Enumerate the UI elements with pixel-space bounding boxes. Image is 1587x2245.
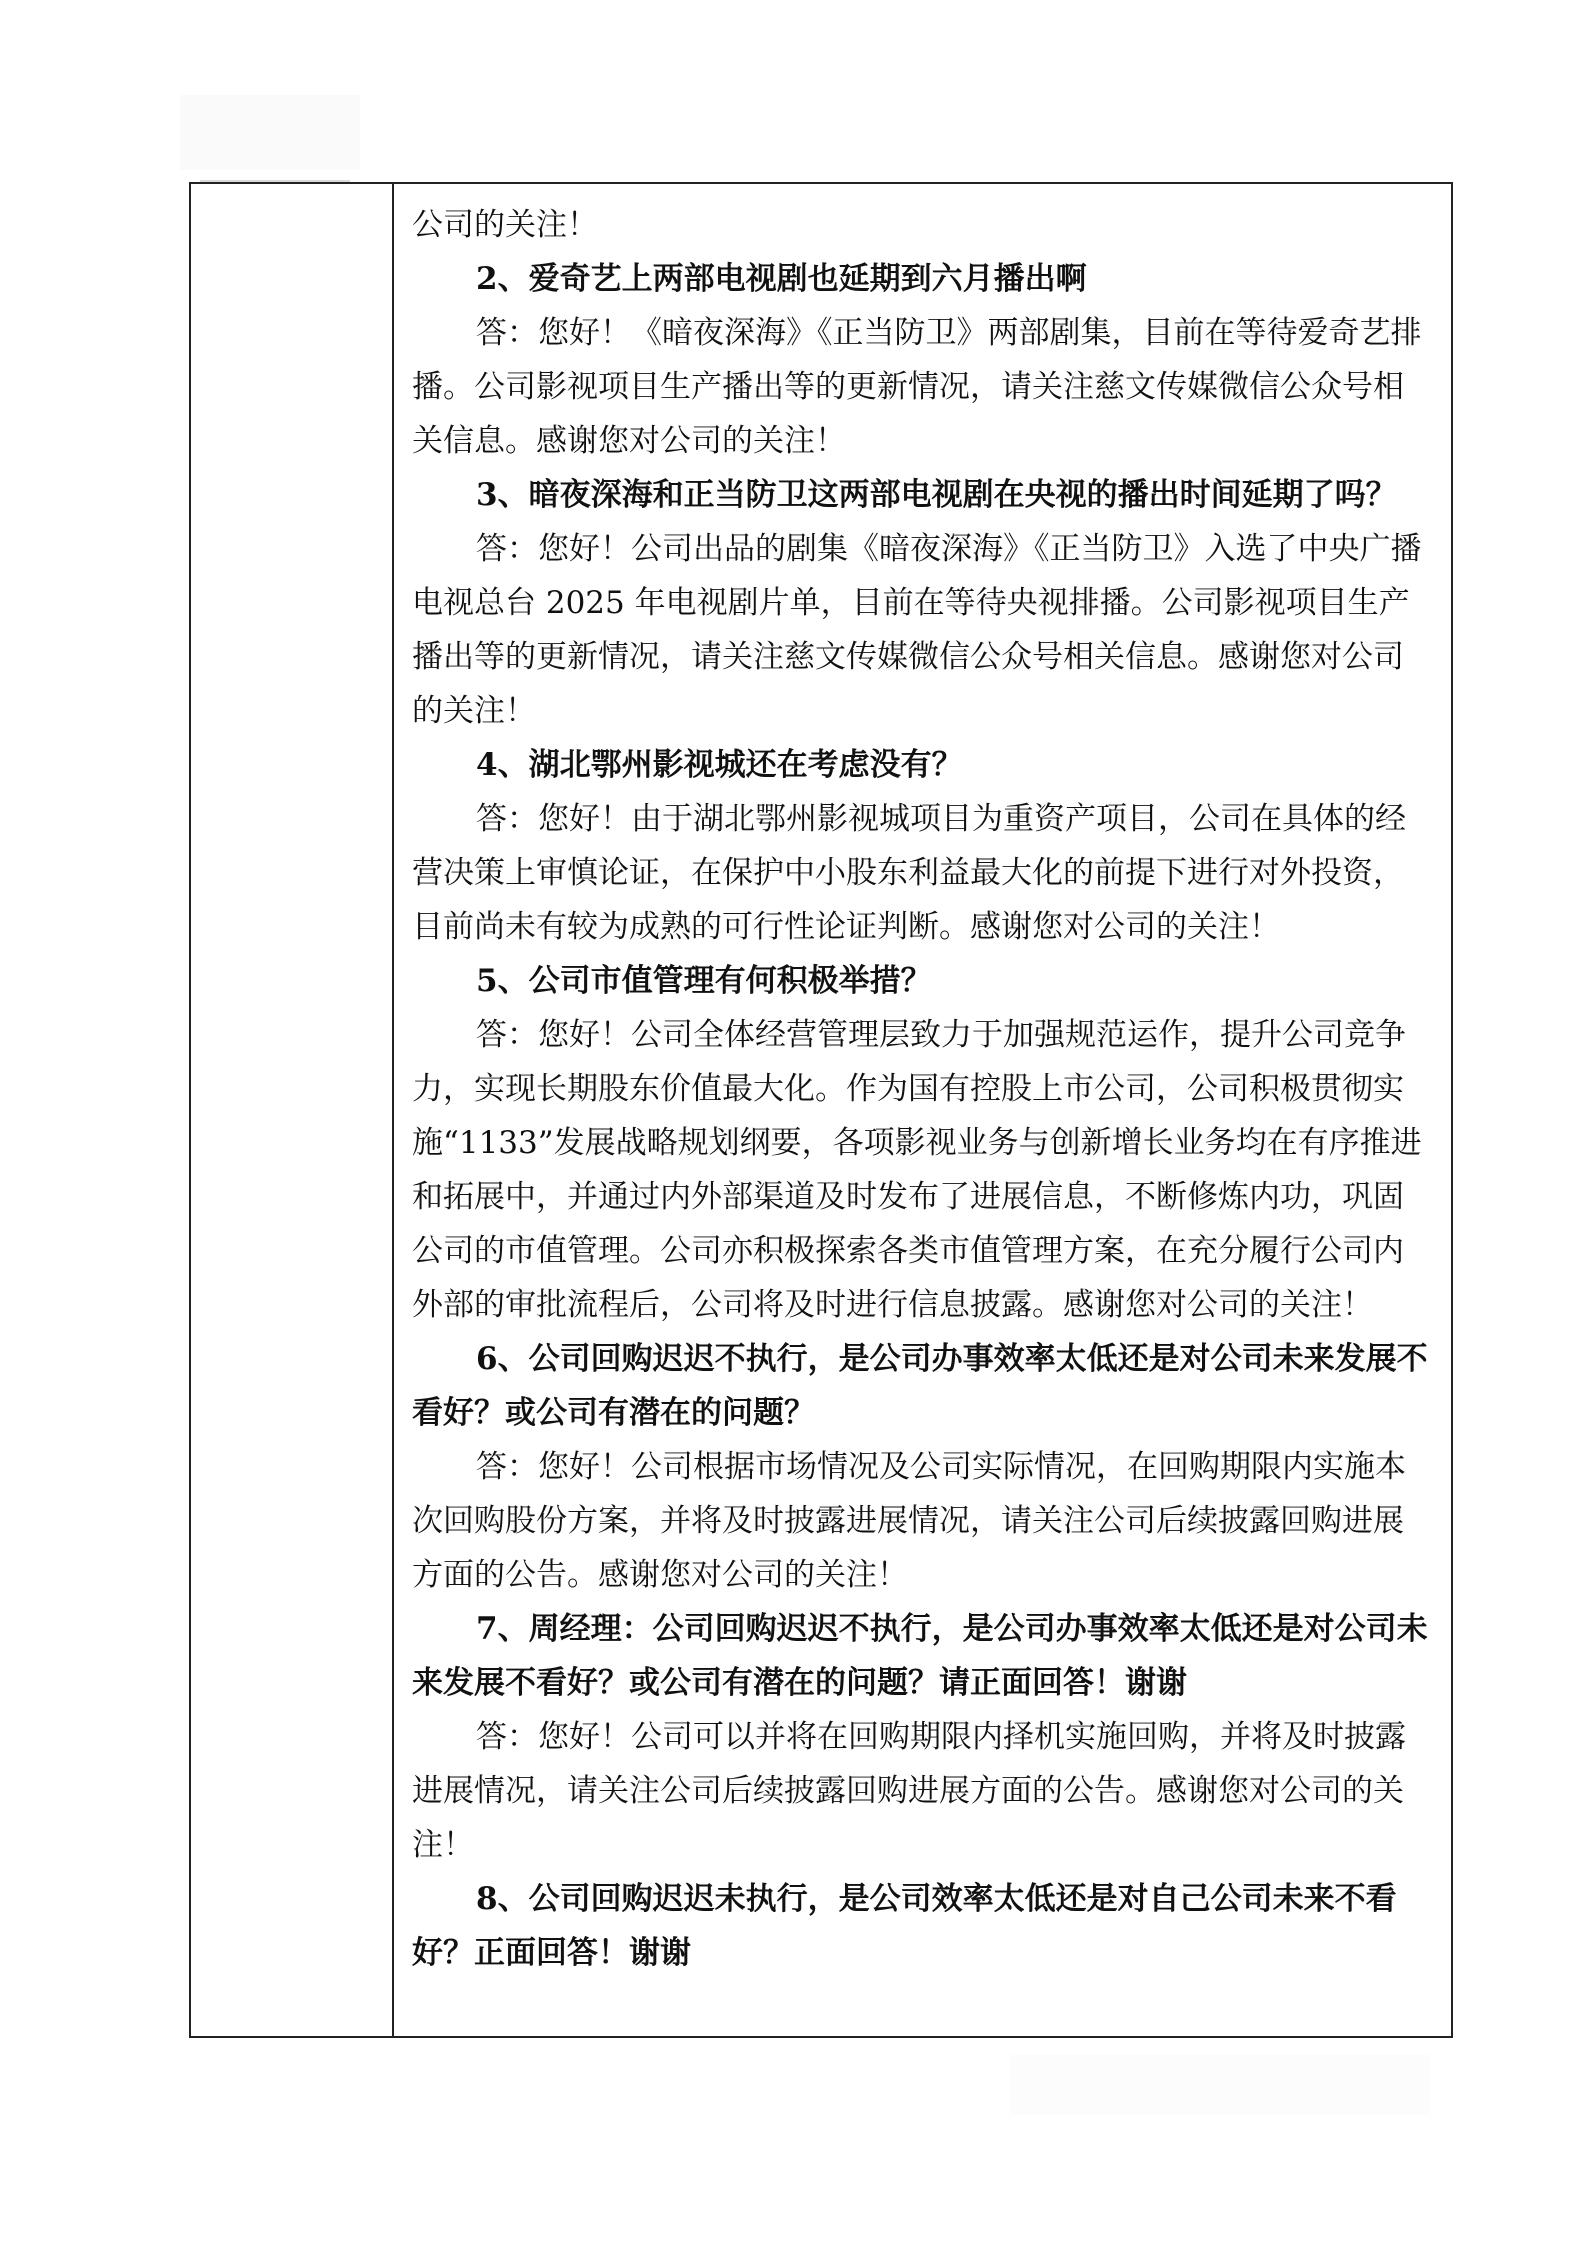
answer-6: 答：您好！公司根据市场情况及公司实际情况，在回购期限内实施本次回购股份方案，并将及时披露进展情况，请关注公司后续披露回购进展方面的公告。感谢您对公司的关注！ (412, 1449, 1406, 1593)
answer-2: 答：您好！《暗夜深海》《正当防卫》两部剧集，目前在等待爱奇艺排播。公司影视项目生产播出等的更新情况，请关注慈文传媒微信公众号相关信息。感谢您对公司的关注！ (412, 315, 1422, 459)
question-5: 5、公司市值管理有何积极举措？ (476, 963, 932, 999)
table-content-cell (412, 198, 1432, 1980)
question-4: 4、湖北鄂州影视城还在考虑没有？ (476, 747, 963, 783)
qa-table (189, 182, 1453, 2038)
answer-5: 答：您好！公司全体经营管理层致力于加强规范运作，提升公司竞争力，实现长期股东价值最大化。作为国有控股上市公司，公司积极贯彻实施“1133”发展战略规划纲要，各项影视业务与创新增长业务均在有序推进和拓展中，并通过内外部渠道及时发布了进展信息，不断修炼内功，巩固公司的市值管理。公司亦积极探索各类市值管理方案，在充分履行公司内外部的审批流程后，公司将及时进行信息披露。感谢您对公司的关注！ (412, 1017, 1422, 1323)
question-8: 8、公司回购迟迟未执行，是公司效率太低还是对自己公司未来不看好？正面回答！谢谢 (412, 1881, 1397, 1971)
continuation-text: 公司的关注！ (412, 207, 598, 243)
question-7: 7、周经理：公司回购迟迟不执行，是公司办事效率太低还是对公司未来发展不看好？或公司有潜在的问题？请正面回答！谢谢 (412, 1611, 1428, 1701)
table-label-column (191, 184, 394, 2036)
footer-faint-mark (1010, 2055, 1430, 2115)
answer-3: 答：您好！公司出品的剧集《暗夜深海》《正当防卫》入选了中央广播电视总台 2025 年电视剧片单，目前在等待央视排播。公司影视项目生产播出等的更新情况，请关注慈文传媒微信公众号相关信息。感谢您对公司的关注！ (412, 531, 1422, 729)
header-faint-mark (180, 95, 360, 170)
question-2: 2、爱奇艺上两部电视剧也延期到六月播出啊 (476, 261, 1087, 297)
answer-7: 答：您好！公司可以并将在回购期限内择机实施回购，并将及时披露进展情况，请关注公司后续披露回购进展方面的公告。感谢您对公司的关注！ (412, 1719, 1406, 1863)
question-3: 3、暗夜深海和正当防卫这两部电视剧在央视的播出时间延期了吗？ (476, 477, 1397, 513)
answer-4: 答：您好！由于湖北鄂州影视城项目为重资产项目，公司在具体的经营决策上审慎论证，在保护中小股东利益最大化的前提下进行对外投资，目前尚未有较为成熟的可行性论证判断。感谢您对公司的关注！ (412, 801, 1406, 945)
question-6: 6、公司回购迟迟不执行，是公司办事效率太低还是对公司未来发展不看好？或公司有潜在的问题？ (412, 1341, 1428, 1431)
